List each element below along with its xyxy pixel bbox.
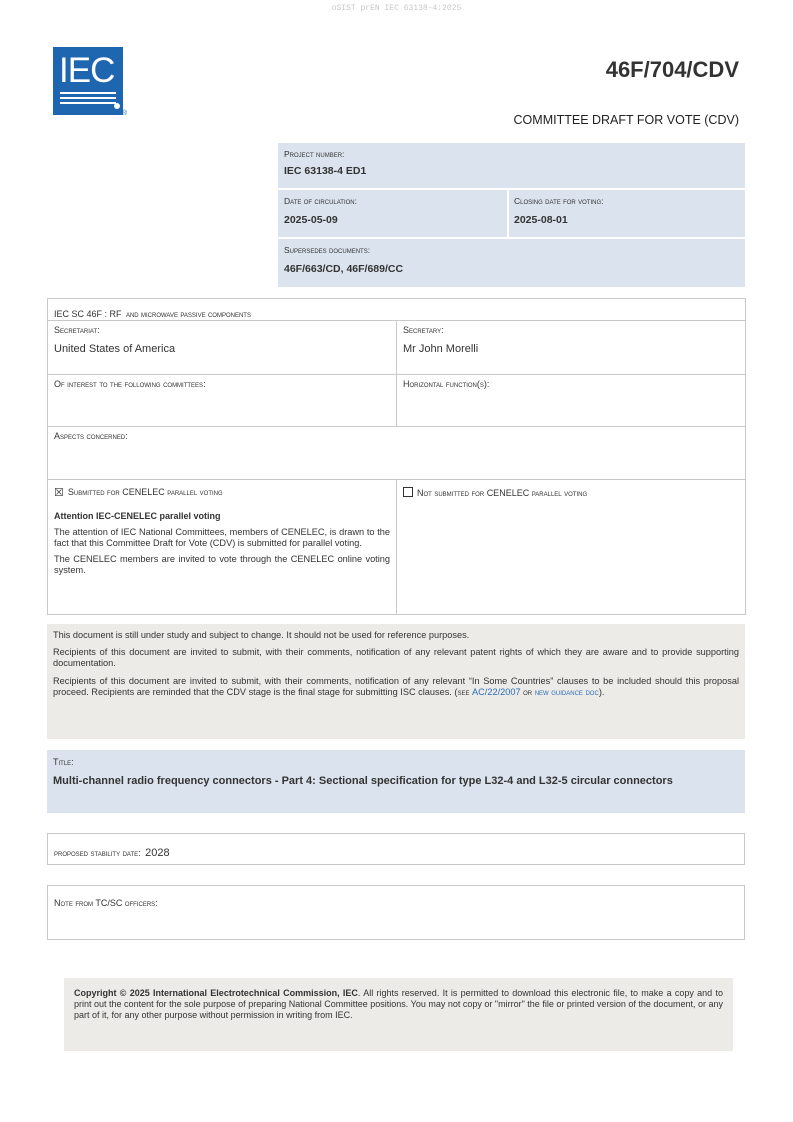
supersedes-box <box>278 239 745 287</box>
circulation-date-label: Date of circulation: <box>284 196 358 206</box>
circulation-date-value: 2025-05-09 <box>284 214 338 226</box>
document-type: COMMITTEE DRAFT FOR VOTE (CDV) <box>513 113 739 127</box>
stability-label: proposed stability date: <box>54 848 141 858</box>
not-submitted-option: Not submitted for CENELEC parallel voting <box>403 487 739 498</box>
supersedes-label: Supersedes documents: <box>284 245 371 255</box>
ac-22-2007-link[interactable]: AC/22/2007 <box>472 687 521 697</box>
secretariat-label: Secretariat: <box>54 325 100 335</box>
iec-logo <box>53 47 123 115</box>
logo-line <box>60 97 116 99</box>
closing-date-box <box>509 190 745 237</box>
new-guidance-doc-link[interactable]: new guidance doc <box>534 687 599 697</box>
voting-row <box>48 480 745 614</box>
document-number: 46F/704/CDV <box>605 57 739 82</box>
aspects-label: Aspects concerned: <box>54 431 128 441</box>
title-value: Multi-channel radio frequency connectors - Part 4: Sectional specification for type L32-4 and L32-5 circular connectors <box>53 775 673 787</box>
committee-name: IEC SC 46F : RF and microwave passive components <box>54 309 251 319</box>
supersedes-value: 46F/663/CD, 46F/689/CC <box>284 263 404 275</box>
title-box <box>47 750 745 813</box>
secretariat-row <box>48 321 745 375</box>
not-submitted-checkbox[interactable] <box>403 487 413 497</box>
logo-text: IEC <box>59 51 115 90</box>
aspects-row <box>48 427 745 480</box>
logo-line <box>60 102 116 104</box>
notice-paragraph-2: Recipients of this document are invited to submit, with their comments, notification of any relevant patent rights of which they are aware and to provide supporting documentation. <box>53 647 739 668</box>
note-label: Note from TC/SC officers: <box>54 898 158 908</box>
attention-paragraph-2: The CENELEC members are invited to vote through the CENELEC online voting system. <box>54 554 390 575</box>
stability-value: 2028 <box>145 847 170 859</box>
committee-name-row <box>48 299 745 321</box>
committee-info-table <box>47 298 746 615</box>
interest-label: Of interest to the following committees: <box>54 379 206 389</box>
registered-mark: ® <box>122 110 128 117</box>
notice-paragraph-1: This document is still under study and subject to change. It should not be used for reference purposes. <box>53 630 470 640</box>
copyright-text: Copyright © 2025 International Electrotechnical Commission, IEC. All rights reserved. It is permitted to download this electronic file, to make a copy and to print out the content for the sole purpose of preparing National Committee positions. You may not copy or "mirror" the file or printed version of the document, or any part of it, for any other purpose without permission in writing from IEC. <box>74 988 723 1020</box>
secretary-value: Mr John Morelli <box>403 343 479 355</box>
secretary-label: Secretary: <box>403 325 444 335</box>
secretariat-value: United States of America <box>54 343 176 355</box>
circulation-date-box <box>278 190 507 237</box>
attention-title: Attention IEC-CENELEC parallel voting <box>54 511 221 521</box>
title-label: Title: <box>53 757 74 767</box>
attention-paragraph-1: The attention of IEC National Committees, members of CENELEC, is drawn to the fact that this Committee Draft for Vote (CDV) is submitted for parallel voting. <box>54 527 390 548</box>
notice-box <box>47 624 745 739</box>
closing-date-value: 2025-08-01 <box>514 214 568 226</box>
submitted-option: ☒ Submitted for CENELEC parallel voting <box>54 487 223 499</box>
submitted-checkbox[interactable]: ☒ <box>54 487 64 499</box>
project-number-box <box>278 143 745 188</box>
logo-dot <box>114 103 120 109</box>
watermark: oSIST prEN IEC 63138-4:2025 <box>331 4 462 13</box>
interest-row <box>48 375 745 427</box>
note-box <box>47 885 745 940</box>
logo-line <box>60 92 116 94</box>
closing-date-label: Closing date for voting: <box>514 196 604 206</box>
project-number-label: Project number: <box>284 149 345 159</box>
stability-box <box>47 833 745 865</box>
copyright-box <box>64 978 733 1051</box>
notice-paragraph-3: Recipients of this document are invited to submit, with their comments, notification of any relevant “In Some Countries” clauses to be included should this proposal proceed. Recipients are reminded that the CDV stage is the final stage for submitting ISC clauses. (see AC/22/2007 or new guidance doc). <box>53 676 739 697</box>
horizontal-function-label: Horizontal function(s): <box>403 379 490 389</box>
project-number-value: IEC 63138-4 ED1 <box>284 165 367 177</box>
